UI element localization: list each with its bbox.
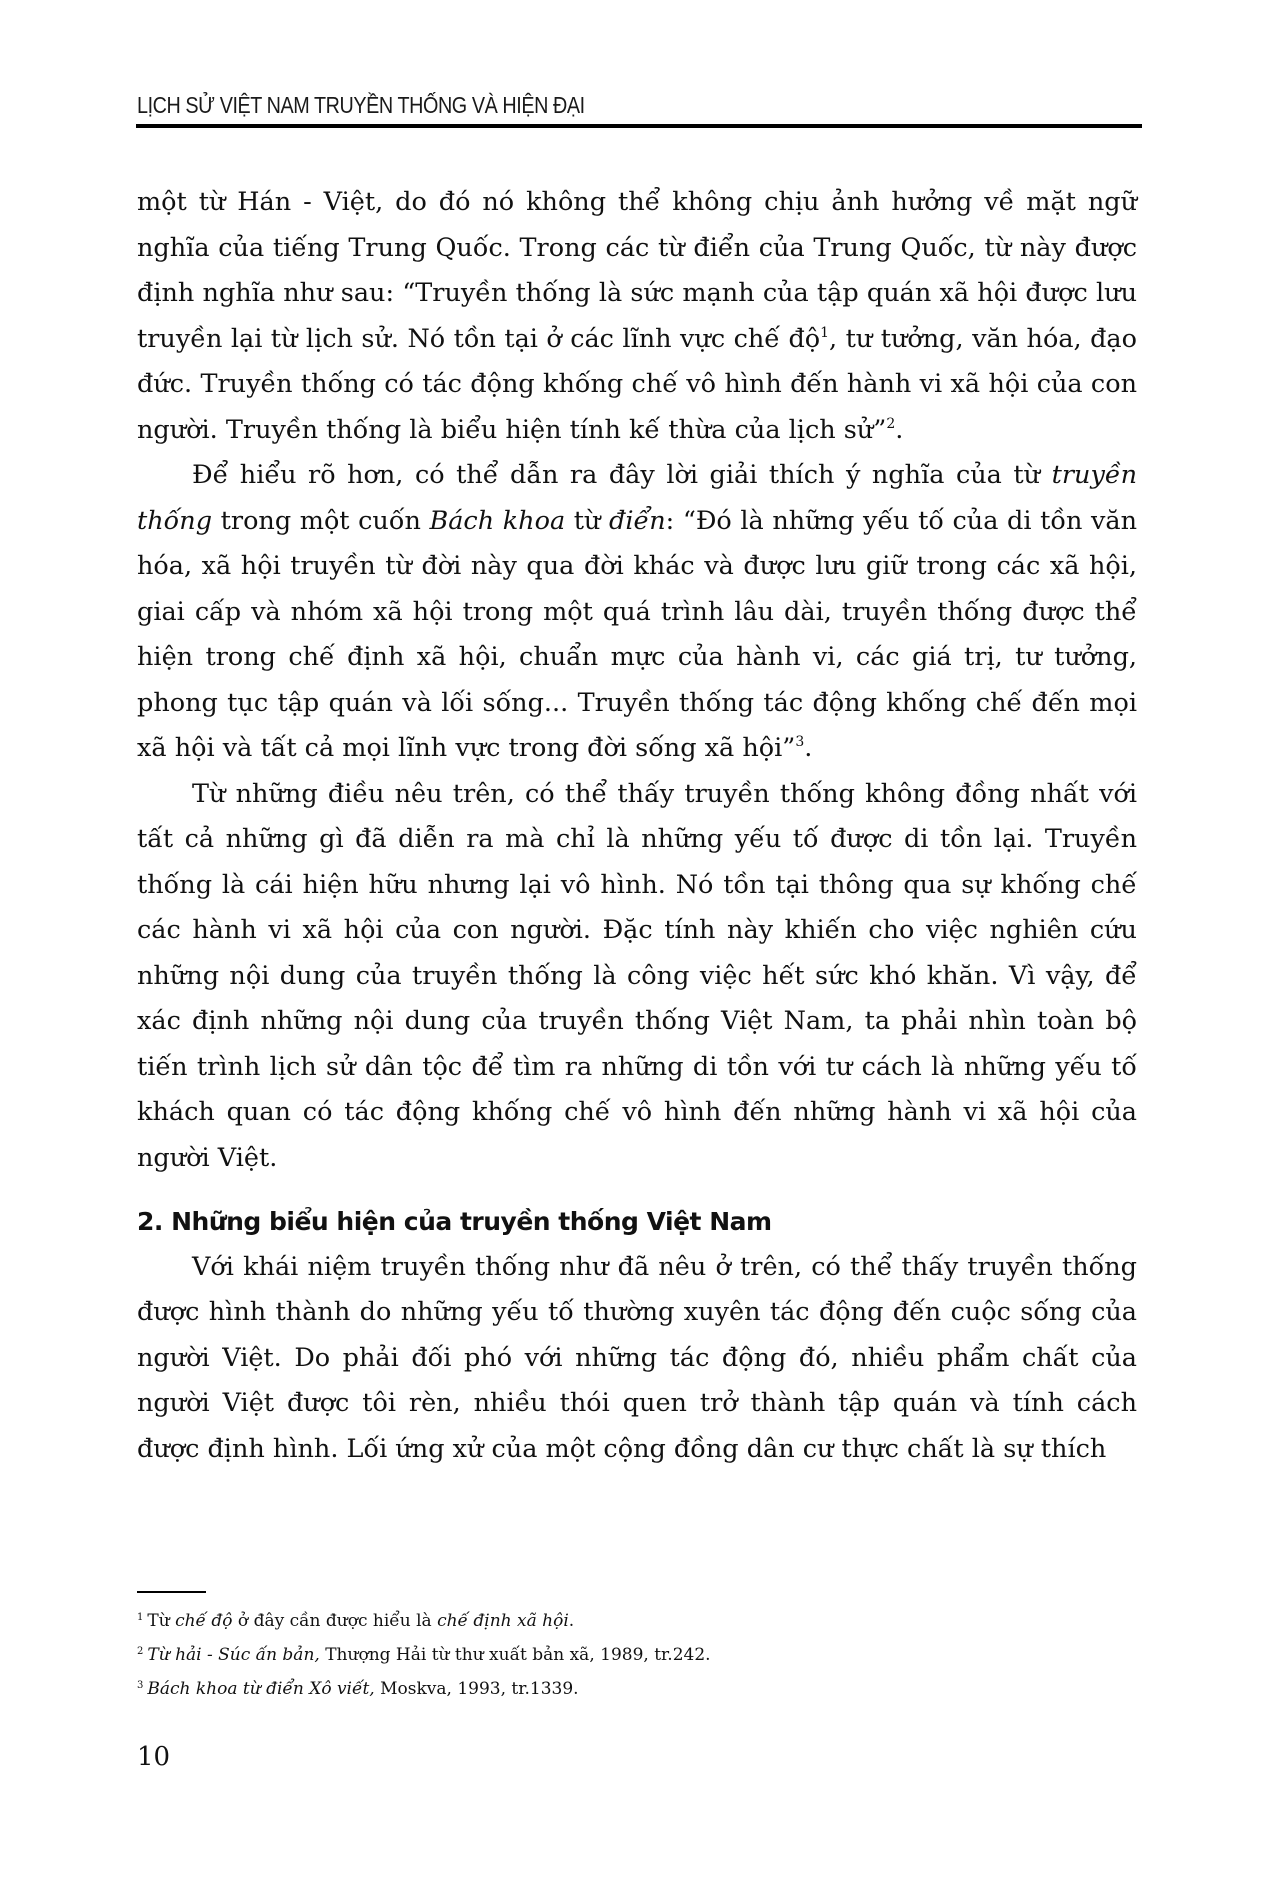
section-heading: 2. Những biểu hiện của truyền thống Việt Nam xyxy=(137,1207,772,1236)
italic-term: điển xyxy=(609,505,666,536)
body-text xyxy=(137,180,1137,1472)
footnote-italic-text: Từ hải - Súc ấn bản, xyxy=(147,1645,320,1665)
footnote-italic-text: Bách khoa từ điển Xô viết, xyxy=(147,1679,375,1699)
footnote-ref-3[interactable]: 3 xyxy=(795,734,805,750)
running-header-title: LỊCH SỬ VIỆT NAM TRUYỀN THỐNG VÀ HIỆN ĐẠI xyxy=(137,92,585,118)
paragraph-text: Để hiểu rõ hơn, có thể dẫn ra đây lời giải thích ý nghĩa của từ xyxy=(192,460,1052,490)
footnote-text: ở đây cần được hiểu là xyxy=(232,1611,438,1631)
footnote-separator xyxy=(137,1591,206,1593)
footnote-number: 2 xyxy=(137,1646,144,1657)
paragraph: Từ những điều nêu trên, có thể thấy truyền thống không đồng nhất với tất cả những gì đã diễn ra mà chỉ là những yếu tố được di tồn lại. Truyền thống là cái hiện hữu nhưng lại vô hình. Nó tồn tại thông qua sự khống chế các hành vi xã hội của con người. Đặc tính này khiến cho việc nghiên cứu những nội dung của truyền thống là công việc hết sức khó khăn. Vì vậy, để xác định những nội dung của truyền thống Việt Nam, ta phải nhìn toàn bộ tiến trình lịch sử dân tộc để tìm ra những di tồn với tư cách là những yếu tố khách quan có tác động khống chế vô hình đến những hành vi xã hội của người Việt. xyxy=(137,778,1137,1173)
paragraph-text: . xyxy=(804,733,813,763)
header-rule xyxy=(136,124,1142,128)
paragraph-text: trong một cuốn xyxy=(212,505,430,536)
paragraph: Với khái niệm truyền thống như đã nêu ở trên, có thể thấy truyền thống được hình thành do những yếu tố thường xuyên tác động đến cuộc sống của người Việt. Do phải đối phó với những tác động đó, nhiều phẩm chất của người Việt được tôi rèn, nhiều thói quen trở thành tập quán và tính cách được định hình. Lối ứng xử của một cộng đồng dân cư thực chất là sự thích xyxy=(137,1251,1137,1464)
footnote-number: 1 xyxy=(137,1612,144,1623)
italic-term: Bách khoa xyxy=(429,505,566,536)
paragraph-text: : “Đó là những yếu tố của di tồn văn hóa, xã hội truyền từ đời này qua đời khác và được lưu giữ trong các xã hội, giai cấp và nhóm xã hội trong một quá trình lâu dài, truyền thống được thể hiện trong chế định xã hội, chuẩn mực của hành vi, các giá trị, tư tưởng, phong tục tập quán và lối sống... Truyền thống tác động khống chế đến mọi xã hội và tất cả mọi lĩnh vực trong đời sống xã hội” xyxy=(137,505,1137,763)
footnote-text: . xyxy=(568,1611,575,1631)
footnote-2 xyxy=(137,1638,1137,1672)
paragraph-text: một từ Hán - Việt, do đó nó không thể không chịu ảnh hưởng về mặt ngữ nghĩa của tiếng Trung Quốc. Trong các từ điển của Trung Quốc, từ này được định nghĩa như sau: “Truyền thống là sức mạnh của tập quán xã hội được lưu truyền lại từ lịch sử. Nó tồn tại ở các lĩnh vực chế độ xyxy=(137,187,1137,354)
footnote-3 xyxy=(137,1672,1137,1706)
footnote-number: 3 xyxy=(137,1680,144,1691)
paragraph xyxy=(137,453,1137,772)
footnote-ref-1[interactable]: 1 xyxy=(820,324,830,341)
paragraph-text: . xyxy=(895,414,904,445)
footnote-text: Moskva, 1993, tr.1339. xyxy=(374,1679,579,1699)
footnote-ref-2[interactable]: 2 xyxy=(886,415,896,432)
italic-term: truyền thống xyxy=(137,460,1137,536)
page-number: 10 xyxy=(137,1742,171,1772)
footnote-text: Thượng Hải từ thư xuất bản xã, 1989, tr.242. xyxy=(319,1645,711,1665)
paragraph-text: từ xyxy=(565,505,610,536)
footnote-italic-text: chế định xã hội xyxy=(437,1611,569,1631)
footnote-1 xyxy=(137,1604,1137,1638)
footnote-text: Từ xyxy=(147,1611,176,1631)
paragraph-text: , tư tưởng, văn hóa, đạo đức. Truyền thống có tác động khống chế vô hình đến hành vi xã hội của con người. Truyền thống là biểu hiện tính kế thừa của lịch sử” xyxy=(137,323,1137,445)
footnotes xyxy=(137,1604,1137,1706)
footnote-italic-text: chế độ xyxy=(175,1611,233,1631)
paragraph xyxy=(137,180,1137,453)
